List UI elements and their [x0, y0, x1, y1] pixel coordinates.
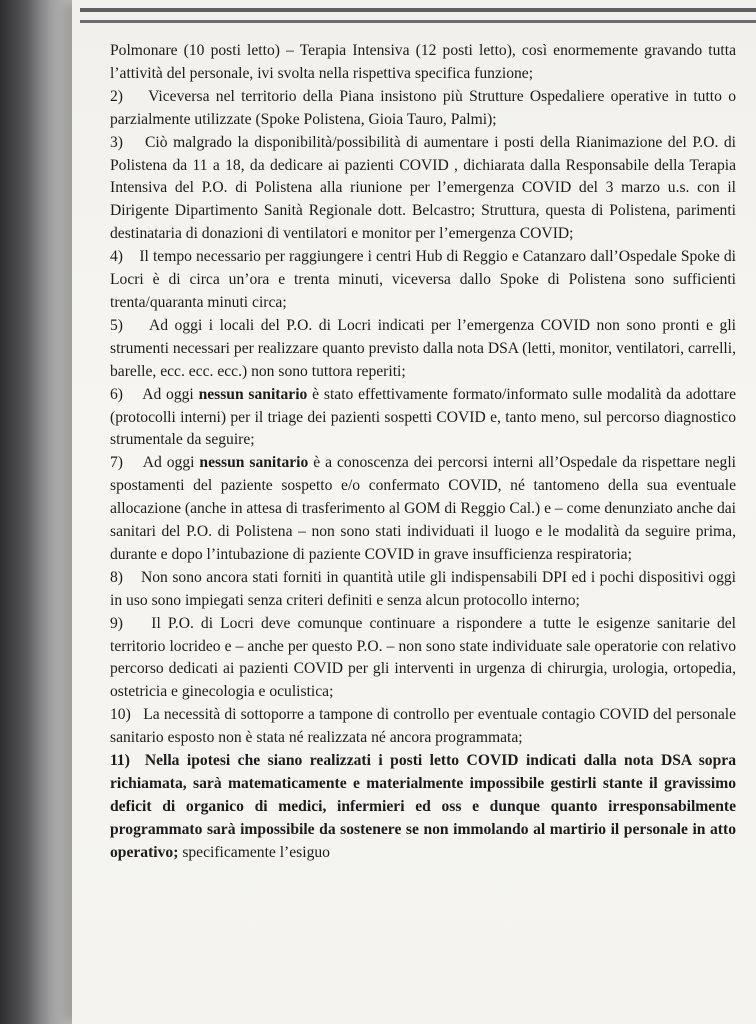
- paragraph-4: [110, 246, 736, 315]
- paragraph-text: Ciò malgrado la disponibilità/possibilità di aumentare i posti della Rianimazione del P.O. di Polistena da 11 a 18, da dedicare ai pazienti COVID , dichiarata dalla Responsabile della Terapia Intensiva del P.O. di Polistena alla riunione per l’emergenza COVID del 3 marzo u.s. con il Dirigente Dipartimento Sanità Regionale dott. Belcastro; Struttura, questa di Polistena, parimenti destinataria di donazioni di ventilatori e monitor per l’emergenza COVID;: [110, 133, 736, 243]
- document-body: [110, 40, 736, 865]
- paragraph-number: 11): [110, 752, 130, 770]
- paragraph-6: [110, 384, 736, 453]
- paragraph-emphasis: Nella ipotesi che siano realizzati i posti letto COVID indicati dalla nota DSA sopra richiamata, sarà matematicamente e materialmente impossibile gestirli stante il gravissimo deficit di organico di medici, infermieri ed oss e dunque quanto irresponsabilmente programmato sarà impossibile da sostenere se non immolando al martirio il personale in atto operativo;: [110, 752, 736, 861]
- paragraph-text: Ad oggi: [142, 385, 199, 403]
- paragraph-number: 9): [110, 614, 123, 632]
- paragraph-number: 7): [110, 454, 123, 472]
- paragraph-text: Ad oggi i locali del P.O. di Locri indicati per l’emergenza COVID non sono pronti e gli strumenti necessari per realizzare quanto previsto dalla nota DSA (letti, monitor, ventilatori, carrelli, barelle, ecc. ecc. ecc.) non sono tuttora reperiti;: [110, 316, 736, 380]
- paragraph-text: è stato effettivamente formato/informato sulle modalità da adottare (protocolli interni) per il triage dei pazienti sospetti COVID e, tanto meno, sul percorso diagnostico strumentale da seguire;: [110, 385, 737, 449]
- paragraph-text: Viceversa nel territorio della Piana insistono più Strutture Ospedaliere operative in tutto o parzialmente utilizzate (Spoke Polistena, Gioia Tauro, Palmi);: [110, 87, 736, 128]
- paragraph-emphasis: nessun sanitario: [198, 385, 308, 403]
- paragraph-number: 10): [110, 706, 131, 724]
- paragraph-number: 8): [110, 568, 123, 586]
- paragraph-8: [110, 567, 736, 613]
- paragraph-text: Il tempo necessario per raggiungere i centri Hub di Reggio e Catanzaro dall’Ospedale Spoke di Locri è di circa un’ora e trenta minuti, viceversa dallo Spoke di Polistena sono sufficienti trenta/quaranta minuti circa;: [110, 248, 737, 311]
- paragraph-5: [110, 315, 736, 384]
- paragraph-number: 3): [110, 133, 123, 151]
- paragraph-text: La necessità di sottoporre a tampone di controllo per eventuale contagio COVID del personale sanitario esposto non è stata né realizzata né ancora programmata;: [110, 706, 736, 747]
- top-rule-secondary: [80, 20, 756, 23]
- paragraph-3: [110, 132, 736, 247]
- paragraph-number: 4): [110, 248, 123, 266]
- document-page: [72, 0, 756, 1024]
- paragraph-10: [110, 704, 736, 750]
- paragraph-text: è a conoscenza dei percorsi interni all’Ospedale da rispettare negli spostamenti del paziente sospetto e/o confermato COVID, né tantomeno della sua eventuale allocazione (anche in attesa di trasferimento al GOM di Reggio Cal.) e – come denunziato anche dai sanitari del P.O. di Polistena – non sono stati individuati il luogo e le modalità da seguire prima, durante e dopo l’intubazione di paziente COVID in grave insufficienza respiratoria;: [110, 454, 737, 563]
- paragraph-text: Il P.O. di Locri deve comunque continuare a rispondere a tutte le esigenze sanitarie del territorio locrideo e – anche per questo P.O. – non sono state individuate sale operatorie con relativo percorso dedicati ai pazienti COVID per gli interventi in urgenza di chirurgia, urologia, ortopedia, ostetricia e ginecologia e oculistica;: [110, 614, 736, 701]
- paragraph-7: [110, 452, 736, 567]
- paragraph-continuation: [110, 40, 736, 86]
- paragraph-9: [110, 613, 736, 705]
- paragraph-text: Polmonare (10 posti letto) – Terapia Intensiva (12 posti letto), così enormemente gravando tutta l’attività del personale, ivi svolta nella rispettiva specifica funzione;: [110, 42, 736, 82]
- paragraph-text: Ad oggi: [142, 454, 200, 472]
- top-rule: [80, 8, 756, 12]
- paragraph-number: 6): [110, 385, 123, 403]
- paragraph-text: Non sono ancora stati forniti in quantità utile gli indispensabili DPI ed i pochi dispositivi oggi in uso sono impiegati senza criteri definiti e senza alcun protocollo interno;: [110, 568, 737, 609]
- paragraph-number: 2): [110, 87, 123, 105]
- paragraph-text: specificamente l’esiguo: [178, 843, 330, 861]
- paragraph-number: 5): [110, 316, 123, 334]
- paragraph-emphasis: nessun sanitario: [199, 454, 309, 472]
- paragraph-11: [110, 750, 736, 865]
- paragraph-2: [110, 86, 736, 132]
